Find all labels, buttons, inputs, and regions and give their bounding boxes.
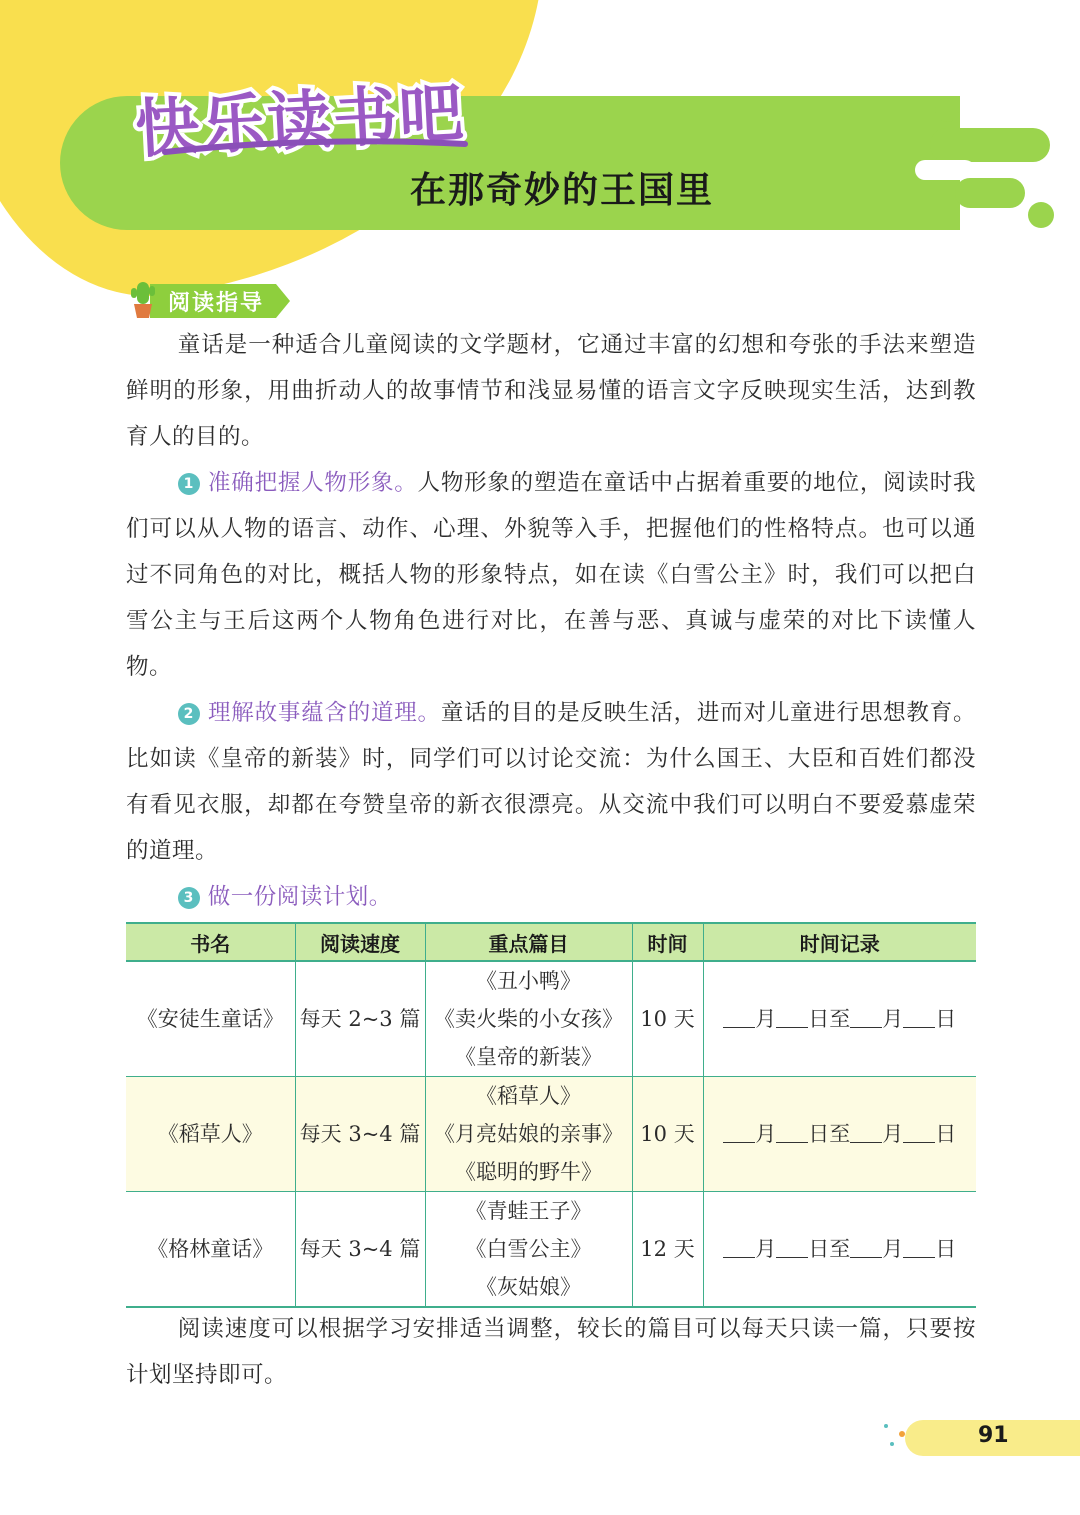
- title-underline: [160, 138, 470, 158]
- point-2-text: 童话的目的是反映生活，进而对儿童进行思想教育。比如读《皇帝的新装》时，同学们可以讨论交流：为什么国王、大臣和百姓们都没有看见衣服，却都在夸赞皇帝的新衣很漂亮。从交流中我们可以明白不要爱慕虚荣的道理。: [126, 700, 976, 864]
- time-cell: 12 天: [632, 1192, 703, 1308]
- guide-label: 阅读指导: [168, 291, 265, 316]
- reading-plan-table: [126, 922, 976, 1308]
- month-blank[interactable]: [850, 1237, 882, 1258]
- day-blank[interactable]: [776, 1237, 808, 1258]
- number-badge-2: 2: [178, 703, 200, 725]
- point-3-title: 做一份阅读计划。: [207, 884, 392, 910]
- number-badge-1: 1: [178, 473, 200, 495]
- header-decor-gap: [915, 160, 975, 180]
- record-cell[interactable]: 月 日至 月 日: [703, 1192, 976, 1308]
- header-decor-dot: [935, 98, 959, 122]
- record-cell[interactable]: 月 日至 月 日: [703, 961, 976, 1077]
- day-blank[interactable]: [903, 1007, 935, 1028]
- month-blank[interactable]: [723, 1237, 755, 1258]
- header-chapters: 重点篇目: [425, 923, 632, 961]
- speed-cell: 每天 3~4 篇: [295, 1192, 425, 1308]
- reading-guide-badge: [128, 282, 298, 320]
- cactus-icon: [128, 278, 158, 320]
- record-cell[interactable]: 月 日至 月 日: [703, 1077, 976, 1192]
- time-cell: 10 天: [632, 1077, 703, 1192]
- page-subtitle: 在那奇妙的王国里: [410, 170, 715, 211]
- table-row: [126, 1077, 976, 1192]
- chapter-item: 《皇帝的新装》: [455, 1045, 602, 1069]
- point-2-title: 理解故事蕴含的道理。: [207, 700, 441, 726]
- header-time: 时间: [632, 923, 703, 961]
- page-title: 快乐读书吧: [133, 76, 468, 168]
- closing-paragraph: 阅读速度可以根据学习安排适当调整，较长的篇目可以每天只读一篇，只要按计划坚持即可。: [126, 1316, 976, 1388]
- book-cell: 《格林童话》: [126, 1192, 295, 1308]
- day-blank[interactable]: [903, 1237, 935, 1258]
- header-book: 书名: [126, 923, 295, 961]
- chapters-cell: [425, 1077, 632, 1192]
- point-3-paragraph: [126, 874, 976, 920]
- table-row: [126, 1192, 976, 1308]
- intro-paragraph: 童话是一种适合儿童阅读的文学题材，它通过丰富的幻想和夸张的手法来塑造鲜明的形象，用曲折动人的故事情节和浅显易懂的语言文字反映现实生活，达到教育人的目的。: [126, 332, 976, 450]
- month-blank[interactable]: [850, 1007, 882, 1028]
- book-cell: 《安徒生童话》: [126, 961, 295, 1077]
- chapter-item: 《丑小鸭》: [476, 969, 581, 993]
- month-blank[interactable]: [723, 1122, 755, 1143]
- table-row: [126, 961, 976, 1077]
- chapter-item: 《月亮姑娘的亲事》: [434, 1122, 623, 1146]
- reading-guide-content: [126, 322, 976, 920]
- time-cell: 10 天: [632, 961, 703, 1077]
- page-number: 91: [978, 1423, 1009, 1448]
- chapter-item: 《灰姑娘》: [476, 1275, 581, 1299]
- chapters-cell: [425, 961, 632, 1077]
- day-blank[interactable]: [776, 1007, 808, 1028]
- speed-cell: 每天 3~4 篇: [295, 1077, 425, 1192]
- table-header-row: [126, 923, 976, 961]
- header-decor-dot: [1028, 202, 1054, 228]
- speed-cell: 每天 2~3 篇: [295, 961, 425, 1077]
- day-blank[interactable]: [776, 1122, 808, 1143]
- book-cell: 《稻草人》: [126, 1077, 295, 1192]
- month-blank[interactable]: [723, 1007, 755, 1028]
- chapter-item: 《卖火柴的小女孩》: [434, 1007, 623, 1031]
- chapter-item: 《稻草人》: [476, 1084, 581, 1108]
- header-speed: 阅读速度: [295, 923, 425, 961]
- header-record: 时间记录: [703, 923, 976, 961]
- number-badge-3: 3: [178, 887, 200, 909]
- point-2-paragraph: [126, 690, 976, 874]
- chapter-item: 《白雪公主》: [465, 1237, 592, 1261]
- header-decor-bar: [955, 178, 1025, 208]
- chapter-item: 《青蛙王子》: [465, 1199, 592, 1223]
- closing-note: [126, 1306, 976, 1398]
- month-blank[interactable]: [850, 1122, 882, 1143]
- header-decor-bar: [930, 128, 1050, 162]
- day-blank[interactable]: [903, 1122, 935, 1143]
- point-1-text: 人物形象的塑造在童话中占据着重要的地位，阅读时我们可以从人物的语言、动作、心理、外貌等入手，把握他们的性格特点。也可以通过不同角色的对比，概括人物的形象特点，如在读《白雪公主》时，我们可以把白雪公主与王后这两个人物角色进行对比，在善与恶、真诚与虚荣的对比下读懂人物。: [126, 470, 976, 680]
- point-1-paragraph: [126, 460, 976, 690]
- point-1-title: 准确把握人物形象。: [207, 470, 418, 496]
- chapters-cell: [425, 1192, 632, 1308]
- chapter-item: 《聪明的野牛》: [455, 1160, 602, 1184]
